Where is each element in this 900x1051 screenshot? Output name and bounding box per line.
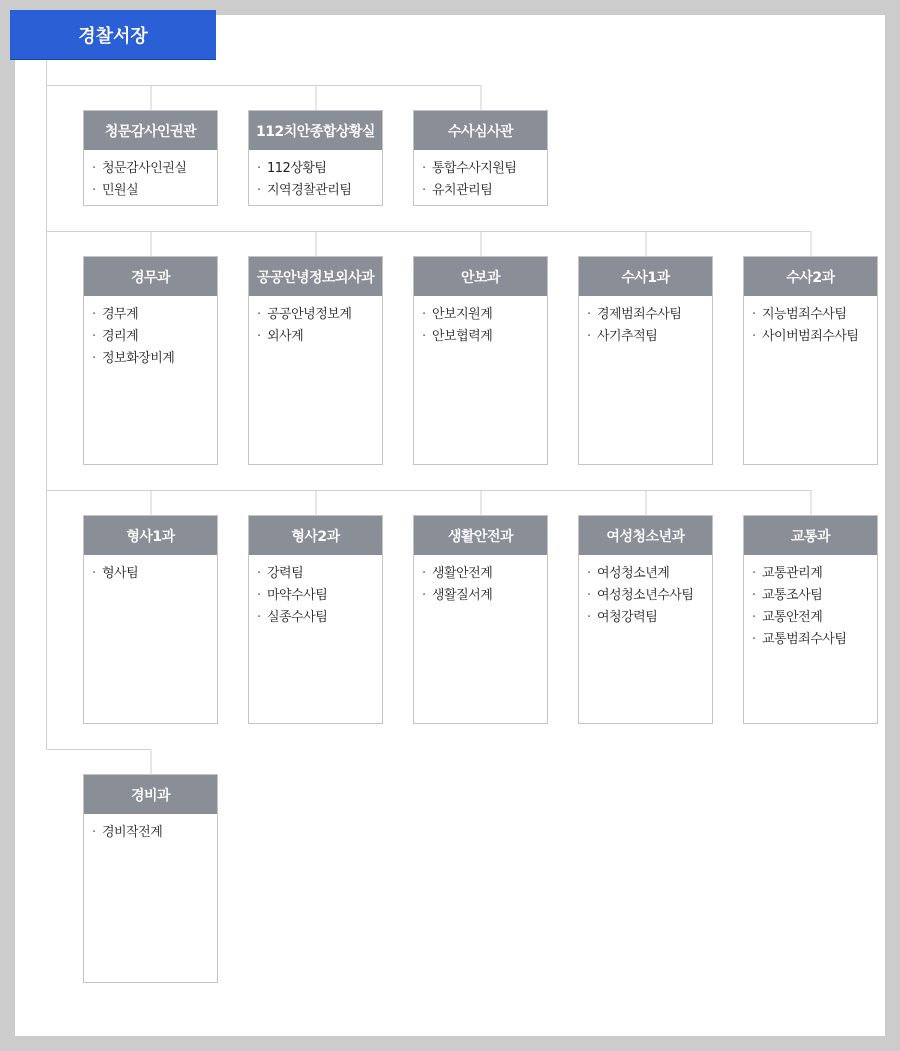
team-item [587,607,712,629]
team-item [422,158,547,180]
department-title: 수사심사관 [414,111,547,150]
department-box [83,110,218,206]
department-box [248,110,383,206]
bullet-icon: · [257,566,261,581]
team-list [249,296,382,348]
team-item [752,607,877,629]
team-name: 정보화장비계 [102,351,175,366]
team-name: 경제범죄수사팀 [597,307,682,322]
bullet-icon: · [587,307,591,322]
department-title: 공공안녕정보외사과 [249,257,382,296]
team-item [422,326,547,348]
bullet-icon: · [752,610,756,625]
bullet-icon: · [92,351,96,366]
team-item [92,326,217,348]
team-item [92,304,217,326]
team-list [414,555,547,607]
department-box [83,515,218,724]
team-item [257,563,382,585]
bullet-icon: · [92,183,96,198]
department-box [248,256,383,465]
bullet-icon: · [257,329,261,344]
team-name: 여성청소년수사팀 [597,588,694,603]
bullet-icon: · [422,566,426,581]
team-item [422,304,547,326]
bullet-icon: · [752,588,756,603]
department-title: 생활안전과 [414,516,547,555]
team-item [92,822,217,844]
team-name: 경무계 [102,307,139,322]
team-name: 외사계 [267,329,304,344]
team-item [752,563,877,585]
team-name: 유치관리팀 [432,183,493,198]
team-name: 교통관리계 [762,566,823,581]
team-item [752,326,877,348]
chief-title: 경찰서장 [78,25,148,47]
department-title: 수사1과 [579,257,712,296]
team-list [579,296,712,348]
team-name: 생활안전계 [432,566,493,581]
department-title: 교통과 [744,516,877,555]
bullet-icon: · [92,161,96,176]
department-box [578,515,713,724]
team-name: 안보협력계 [432,329,493,344]
bullet-icon: · [92,329,96,344]
bullet-icon: · [587,588,591,603]
team-name: 지능범죄수사팀 [762,307,847,322]
bullet-icon: · [752,329,756,344]
team-item [257,180,382,202]
team-item [587,585,712,607]
team-name: 실종수사팀 [267,610,328,625]
team-name: 교통안전계 [762,610,823,625]
team-list [579,555,712,629]
department-box [248,515,383,724]
bullet-icon: · [752,566,756,581]
team-name: 청문감사인권실 [102,161,187,176]
team-name: 경비작전계 [102,825,163,840]
bullet-icon: · [92,825,96,840]
team-name: 강력팀 [267,566,304,581]
department-box [413,515,548,724]
bullet-icon: · [257,183,261,198]
department-box [413,256,548,465]
team-item [752,585,877,607]
team-list [414,296,547,348]
team-name: 여청강력팀 [597,610,658,625]
bullet-icon: · [92,307,96,322]
bullet-icon: · [422,307,426,322]
department-box [413,110,548,206]
department-box [83,256,218,465]
team-list [744,296,877,348]
bullet-icon: · [587,566,591,581]
team-item [752,304,877,326]
team-item [257,158,382,180]
team-item [587,304,712,326]
chief-box [10,10,216,60]
team-item [257,607,382,629]
team-name: 형사팀 [102,566,139,581]
team-list [249,150,382,202]
team-name: 안보지원계 [432,307,493,322]
team-name: 사기추적팀 [597,329,658,344]
team-item [422,180,547,202]
department-title: 경비과 [84,775,217,814]
team-list [414,150,547,202]
team-name: 공공안녕정보계 [267,307,352,322]
team-list [744,555,877,651]
team-name: 112상황팀 [267,161,327,176]
bullet-icon: · [422,588,426,603]
bullet-icon: · [422,183,426,198]
bullet-icon: · [257,610,261,625]
department-title: 여성청소년과 [579,516,712,555]
team-list [84,814,217,844]
team-item [92,180,217,202]
team-name: 경리계 [102,329,139,344]
bullet-icon: · [257,588,261,603]
department-title: 112치안종합상황실 [249,111,382,150]
team-item [257,585,382,607]
team-item [92,158,217,180]
bullet-icon: · [587,329,591,344]
bullet-icon: · [422,329,426,344]
department-title: 청문감사인권관 [84,111,217,150]
team-list [84,296,217,370]
team-name: 지역경찰관리팀 [267,183,352,198]
team-name: 생활질서계 [432,588,493,603]
department-box [578,256,713,465]
team-item [422,563,547,585]
team-name: 교통조사팀 [762,588,823,603]
bullet-icon: · [587,610,591,625]
team-item [92,563,217,585]
team-item [587,326,712,348]
department-title: 수사2과 [744,257,877,296]
team-item [92,348,217,370]
team-name: 마약수사팀 [267,588,328,603]
team-list [249,555,382,629]
bullet-icon: · [92,566,96,581]
team-list [84,150,217,202]
bullet-icon: · [422,161,426,176]
team-item [257,304,382,326]
department-title: 형사1과 [84,516,217,555]
team-name: 사이버범죄수사팀 [762,329,859,344]
bullet-icon: · [257,161,261,176]
bullet-icon: · [257,307,261,322]
team-item [752,629,877,651]
department-title: 경무과 [84,257,217,296]
bullet-icon: · [752,307,756,322]
department-box [83,774,218,983]
team-name: 여성청소년계 [597,566,670,581]
team-name: 통합수사지원팀 [432,161,517,176]
team-name: 교통범죄수사팀 [762,632,847,647]
department-title: 형사2과 [249,516,382,555]
team-name: 민원실 [102,183,139,198]
department-title: 안보과 [414,257,547,296]
department-box [743,515,878,724]
team-list [84,555,217,585]
team-item [587,563,712,585]
team-item [257,326,382,348]
bullet-icon: · [752,632,756,647]
team-item [422,585,547,607]
department-box [743,256,878,465]
